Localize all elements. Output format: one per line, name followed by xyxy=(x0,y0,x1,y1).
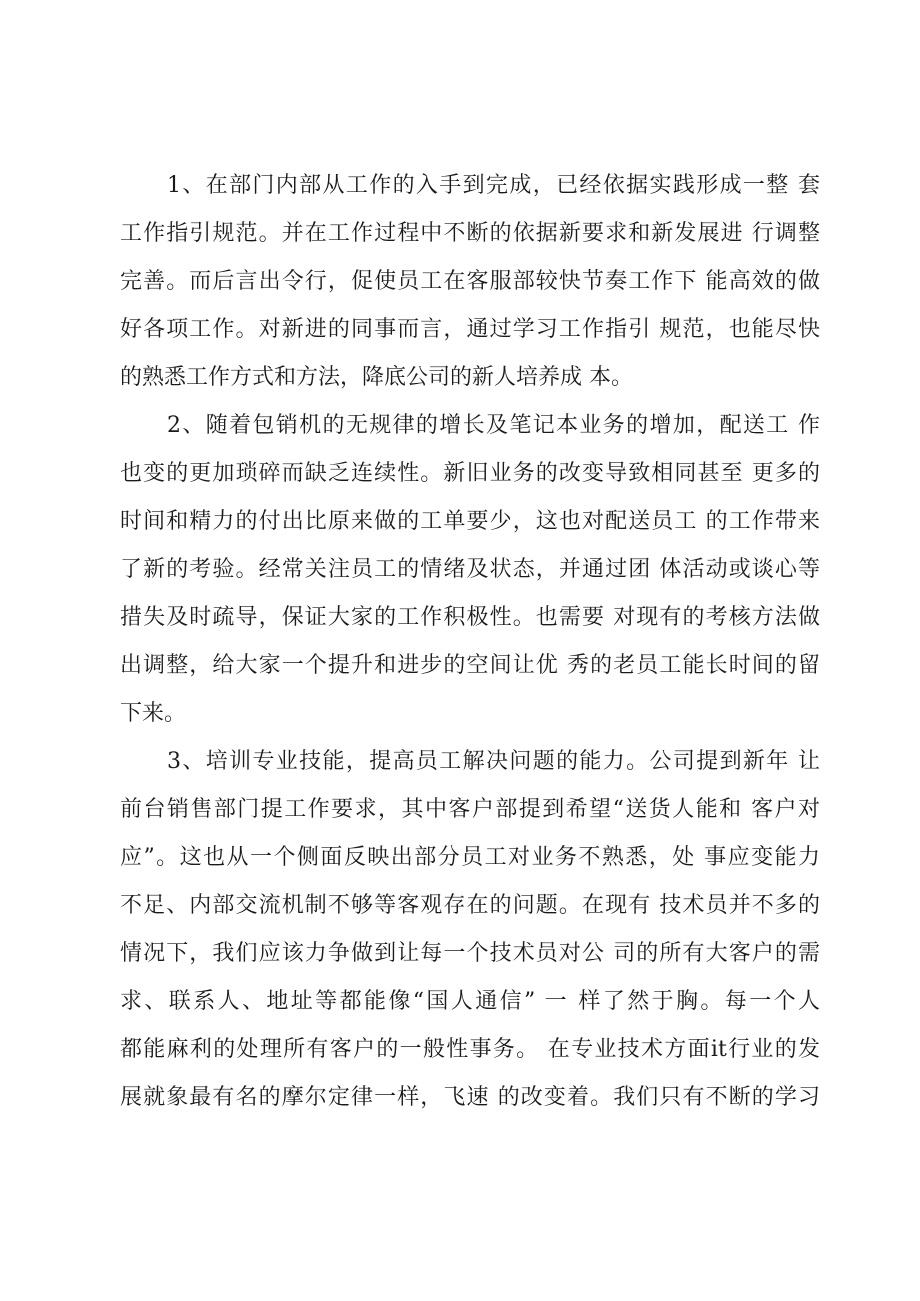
paragraph-3-line-7: 都能麻利的处理所有客户的一般性事务。 在专业技术方面it行业的发 xyxy=(120,1037,820,1062)
paragraph-1-line-5: 的熟悉工作方式和方法，降底公司的新人培养成 本。 xyxy=(120,365,633,390)
paragraph-1-line-4: 好各项工作。对新进的同事而言，通过学习工作指引 规范，也能尽快 xyxy=(120,317,820,342)
paragraph-2-line-7: 下来。 xyxy=(120,701,187,726)
paragraph-3-line-4: 不足、内部交流机制不够等客观存在的问题。在现有 技术员并不多的 xyxy=(120,893,820,918)
paragraph-3-line-5: 情况下，我们应该力争做到让每一个技术员对公 司的所有大客户的需 xyxy=(120,941,820,966)
paragraph-2-line-3: 时间和精力的付出比原来做的工单要少，这也对配送员工 的工作带来 xyxy=(120,509,820,534)
paragraph-2-line-5: 措失及时疏导，保证大家的工作积极性。也需要 对现有的考核方法做 xyxy=(120,605,820,630)
paragraph-3-line-2: 前台销售部门提工作要求，其中客户部提到希望“送货人能和 客户对 xyxy=(120,797,820,822)
paragraph-3-line-6: 求、联系人、地址等都能像“国人通信” 一 样了然于胸。每一个人 xyxy=(120,989,820,1014)
paragraph-2-line-2: 也变的更加琐碎而缺乏连续性。新旧业务的改变导致相同甚至 更多的 xyxy=(120,461,820,486)
paragraph-3-line-3: 应”。这也从一个侧面反映出部分员工对业务不熟悉，处 事应变能力 xyxy=(120,845,820,870)
paragraph-1-line-3: 完善。而后言出令行，促使员工在客服部较快节奏工作下 能高效的做 xyxy=(120,269,820,294)
paragraph-3-line-1: 3、培训专业技能，提高员工解决问题的能力。公司提到新年 让 xyxy=(167,749,820,774)
paragraph-2-line-1: 2、随着包销机的无规律的增长及笔记本业务的增加，配送工 作 xyxy=(167,413,820,438)
paragraph-3-line-8: 展就象最有名的摩尔定律一样，飞速 的改变着。我们只有不断的学习 xyxy=(120,1085,820,1110)
paragraph-1-line-2: 工作指引规范。并在工作过程中不断的依据新要求和新发展进 行调整 xyxy=(120,221,820,246)
paragraph-2-line-4: 了新的考验。经常关注员工的情绪及状态，并通过团 体活动或谈心等 xyxy=(120,557,820,582)
paragraph-2-line-6: 出调整，给大家一个提升和进步的空间让优 秀的老员工能长时间的留 xyxy=(120,653,820,678)
paragraph-1-line-1: 1、在部门内部从工作的入手到完成，已经依据实践形成一整 套 xyxy=(167,173,820,198)
